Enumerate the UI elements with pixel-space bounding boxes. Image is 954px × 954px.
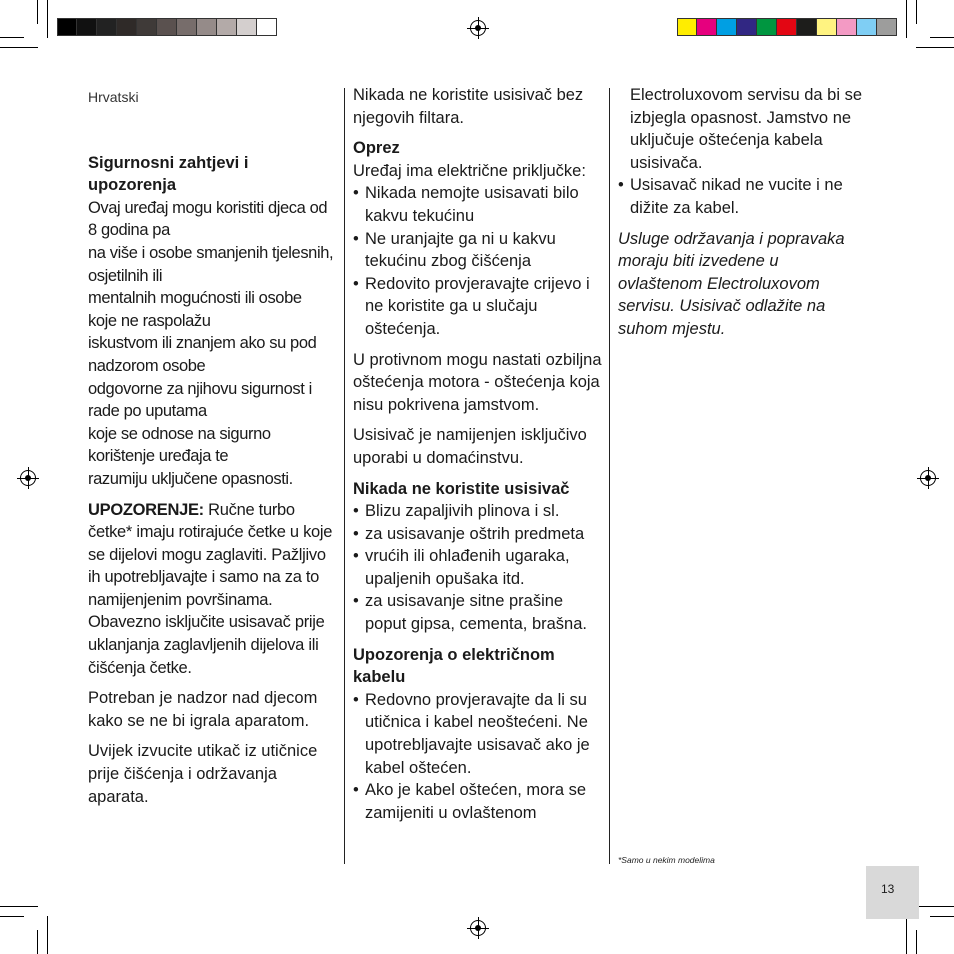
list-item: • Redovito provjeravajte crijevo i ne koristite ga u slučaju oštećenja. — [353, 273, 605, 341]
crop-mark — [0, 37, 24, 38]
filters-paragraph: Nikada ne koristite usisivač bez njegovih filtara. — [353, 86, 584, 127]
footnote: *Samo u nekim modelima — [618, 855, 715, 865]
list-item: • Usisavač nikad ne vucite i ne dižite za kabel. — [618, 174, 864, 219]
service-note: Usluge održavanja i popravaka moraju biti izvedene u ovlaštenom Electroluxovom servisu. Usisivač odlažite na suhom mjestu. — [618, 229, 845, 338]
list-item: • za usisavanje sitne prašine poput gipsa, cementa, brašna. — [353, 590, 605, 635]
page-number-box — [866, 866, 919, 919]
color-swatch — [677, 18, 697, 36]
column-2 — [353, 84, 605, 832]
color-swatch — [137, 18, 157, 36]
crop-mark — [916, 930, 917, 954]
color-swatch — [217, 18, 237, 36]
warning-paragraph — [88, 499, 334, 680]
color-swatch — [257, 18, 277, 36]
list-item: • Nikada nemojte usisavati bilo kakvu tekućinu — [353, 182, 605, 227]
unplug-paragraph: Uvijek izvucite utikač iz utičnice prije čišćenja i održavanja aparata. — [88, 742, 318, 806]
color-swatch — [57, 18, 77, 36]
color-swatch — [77, 18, 97, 36]
cable-warnings-heading: Upozorenja o električnom kabelu — [353, 645, 555, 687]
crop-mark — [930, 37, 954, 38]
crop-mark — [0, 916, 24, 917]
never-use-heading: Nikada ne koristite usisivač — [353, 479, 570, 498]
color-swatch — [237, 18, 257, 36]
color-swatch — [177, 18, 197, 36]
crop-mark — [916, 0, 917, 24]
registration-mark-icon — [470, 920, 486, 936]
intro-line: mentalnih mogućnosti ili osobe koje ne raspolažu — [88, 289, 302, 330]
intro-line: razumiju uključene opasnosti. — [88, 469, 293, 488]
safety-heading: Sigurnosni zahtjevi i upozorenja — [88, 153, 249, 195]
crop-mark — [0, 47, 38, 48]
color-swatch — [737, 18, 757, 36]
column-divider — [344, 88, 345, 864]
crop-mark — [47, 0, 48, 38]
color-swatch — [97, 18, 117, 36]
intro-line: Ovaj uređaj mogu koristiti djeca od 8 godina pa — [88, 198, 328, 240]
crop-mark — [0, 906, 38, 907]
cable-warnings-list — [353, 689, 605, 825]
caution-list — [353, 182, 605, 340]
color-swatch — [877, 18, 897, 36]
registration-mark-icon — [470, 20, 486, 36]
color-swatch — [157, 18, 177, 36]
crop-mark — [916, 47, 954, 48]
color-swatch — [797, 18, 817, 36]
never-use-list — [353, 500, 605, 636]
domestic-use-paragraph: Usisivač je namijenjen isključivo uporabi u domaćinstvu. — [353, 426, 587, 467]
intro-line: odgovorne za njihovu sigurnost i rade po uputama — [88, 379, 312, 421]
intro-line: koje se odnose na sigurno korištenje uređaja te — [88, 424, 271, 466]
color-swatch — [837, 18, 857, 36]
crop-mark — [916, 906, 954, 907]
list-item-continued: Electroluxovom servisu da bi se izbjegla opasnost. Jamstvo ne uključuje oštećenja kabela usisivača. — [630, 86, 863, 172]
color-swatch — [697, 18, 717, 36]
column-3 — [618, 84, 864, 349]
intro-line: na više i osobe smanjenih tjelesnih, osjetilnih ili — [88, 243, 334, 285]
color-swatch — [757, 18, 777, 36]
list-item: • Ne uranjajte ga ni u kakvu tekućinu zbog čišćenja — [353, 228, 605, 273]
list-item: • Redovno provjeravajte da li su utičnica i kabel neoštećeni. Ne upotrebljavajte usisavač ako je kabel oštećen. — [353, 689, 605, 779]
cable-warnings-list-continued — [618, 174, 864, 219]
list-item: • za usisavanje oštrih predmeta — [353, 523, 605, 546]
list-item: • Blizu zapaljivih plinova i sl. — [353, 500, 605, 523]
page-number: 13 — [881, 882, 895, 896]
caution-intro: Uređaj ima električne priključke: — [353, 161, 586, 180]
crop-mark — [37, 0, 38, 24]
column-1 — [88, 84, 334, 816]
caution-heading: Oprez — [353, 139, 400, 158]
motor-damage-paragraph: U protivnom mogu nastati ozbiljna oštećenja motora - oštećenja koja nisu pokrivena jamstvom. — [353, 350, 602, 414]
grayscale-swatch-bar — [57, 18, 277, 36]
color-swatch — [197, 18, 217, 36]
color-swatch — [857, 18, 877, 36]
warning-text: Ručne turbo četke* imaju rotirajuće četke u koje se dijelovi mogu zaglaviti. Pažljivo ih upotrebljavajte i samo na za to namijenjenim površinama. Obavezno isključite usisavač prije uklanjanja zaglavljenih dijelova ili čišćenja četke. — [88, 500, 333, 677]
registration-mark-icon — [920, 470, 936, 486]
crop-mark — [930, 916, 954, 917]
color-swatch — [777, 18, 797, 36]
list-item: • Ako je kabel oštećen, mora se zamijeniti u ovlaštenom — [353, 779, 605, 824]
crop-mark — [906, 0, 907, 38]
color-swatch — [717, 18, 737, 36]
safety-intro — [88, 197, 334, 491]
registration-mark-icon — [20, 470, 36, 486]
crop-mark — [906, 916, 907, 954]
color-swatch — [817, 18, 837, 36]
intro-line: iskustvom ili znanjem ako su pod nadzorom osobe — [88, 334, 317, 375]
crop-mark — [47, 916, 48, 954]
supervision-paragraph: Potreban je nadzor nad djecom kako se ne bi igrala aparatom. — [88, 689, 318, 730]
warning-label: UPOZORENJE: — [88, 500, 204, 519]
list-item: • vrućih ili ohlađenih ugaraka, upaljenih opušaka itd. — [353, 545, 605, 590]
crop-mark — [37, 930, 38, 954]
color-swatch — [117, 18, 137, 36]
column-divider — [609, 88, 610, 864]
language-label: Hrvatski — [88, 89, 139, 105]
color-swatch-bar — [677, 18, 897, 36]
